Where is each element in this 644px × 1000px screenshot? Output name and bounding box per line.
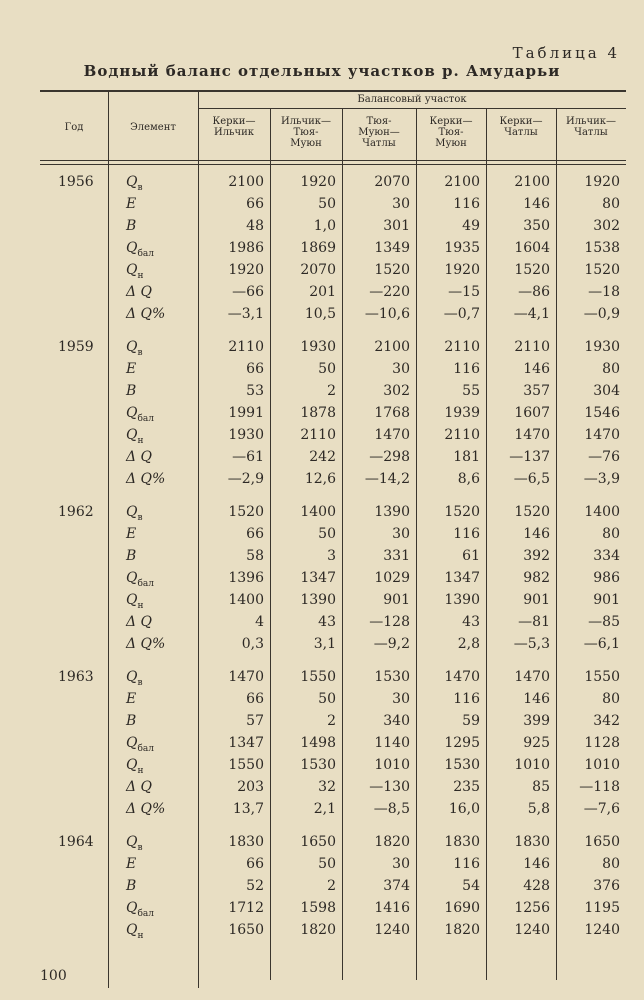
value-cell: 13,7	[232, 801, 264, 817]
value-cell: 1240	[374, 922, 410, 938]
value-cell: 58	[246, 548, 264, 564]
value-cell: 2110	[300, 427, 336, 443]
value-cell: —137	[509, 449, 550, 465]
value-cell: 1470	[444, 669, 480, 685]
value-cell: 1470	[584, 427, 620, 443]
value-cell: 1530	[444, 757, 480, 773]
value-cell: —5,3	[513, 636, 550, 652]
value-cell: 30	[392, 361, 410, 377]
element-cell: $Q_н$	[126, 757, 144, 776]
value-cell: —86	[518, 284, 550, 300]
table-row	[40, 689, 626, 711]
value-cell: 242	[309, 449, 336, 465]
value-cell: 392	[523, 548, 550, 564]
header-double-rule	[40, 160, 626, 165]
value-cell: —8,5	[373, 801, 410, 817]
value-cell: 43	[462, 614, 480, 630]
value-cell: 2,8	[457, 636, 480, 652]
value-cell: 80	[602, 526, 620, 542]
value-cell: 1010	[374, 757, 410, 773]
element-cell: $Q_{бал}$	[126, 570, 154, 589]
element-cell: $Q_в$	[126, 174, 143, 193]
value-cell: 30	[392, 691, 410, 707]
value-cell: 80	[602, 196, 620, 212]
table-body	[40, 172, 626, 953]
value-cell: 12,6	[304, 471, 336, 487]
value-cell: 8,6	[457, 471, 480, 487]
element-cell: $Q_в$	[126, 834, 143, 853]
header-balance-section: Балансовый участок	[357, 94, 467, 105]
value-cell: 1470	[228, 669, 264, 685]
value-cell: 30	[392, 856, 410, 872]
header-section-5: Ильчик— Чатлы	[565, 116, 617, 138]
element-cell: Δ Q%	[126, 801, 166, 817]
element-cell: Δ Q%	[126, 471, 166, 487]
value-cell: 2	[327, 383, 336, 399]
value-cell: 1400	[584, 504, 620, 520]
value-cell: 80	[602, 691, 620, 707]
value-cell: 1256	[514, 900, 550, 916]
value-cell: 302	[383, 383, 410, 399]
value-cell: 1530	[374, 669, 410, 685]
table-row	[40, 447, 626, 469]
value-cell: 116	[453, 856, 480, 872]
value-cell: 146	[523, 526, 550, 542]
value-cell: 1650	[300, 834, 336, 850]
table-row	[40, 194, 626, 216]
year-cell: 1964	[58, 834, 94, 850]
value-cell: 1530	[300, 757, 336, 773]
value-cell: 1820	[300, 922, 336, 938]
value-cell: 1830	[514, 834, 550, 850]
value-cell: 2100	[374, 339, 410, 355]
value-cell: 340	[383, 713, 410, 729]
table-row	[40, 799, 626, 821]
value-cell: 2100	[444, 174, 480, 190]
table-row	[40, 755, 626, 777]
value-cell: 235	[453, 779, 480, 795]
value-cell: —9,2	[373, 636, 410, 652]
value-cell: 50	[318, 196, 336, 212]
value-cell: 116	[453, 196, 480, 212]
value-cell: 0,3	[241, 636, 264, 652]
value-cell: 1400	[228, 592, 264, 608]
value-cell: 66	[246, 691, 264, 707]
value-cell: 61	[462, 548, 480, 564]
table-row	[40, 260, 626, 282]
table-row	[40, 546, 626, 568]
value-cell: 1416	[374, 900, 410, 916]
header-section-3: Керки— Тюя- Муюн	[429, 116, 473, 149]
element-cell: Δ Q	[126, 449, 153, 465]
year-block-1964	[40, 832, 626, 942]
table-row	[40, 832, 626, 854]
value-cell: 1470	[514, 669, 550, 685]
value-cell: 32	[318, 779, 336, 795]
value-cell: 57	[246, 713, 264, 729]
element-cell: $Q_в$	[126, 504, 143, 523]
value-cell: 146	[523, 361, 550, 377]
element-cell: $Q_н$	[126, 262, 144, 281]
value-cell: 54	[462, 878, 480, 894]
value-cell: 1550	[228, 757, 264, 773]
header-element: Элемент	[130, 122, 176, 133]
value-cell: 2	[327, 713, 336, 729]
table-row	[40, 876, 626, 898]
value-cell: 1470	[514, 427, 550, 443]
value-cell: 1869	[300, 240, 336, 256]
value-cell: 1520	[444, 504, 480, 520]
element-cell: Δ Q%	[126, 306, 166, 322]
table-row	[40, 403, 626, 425]
value-cell: —18	[588, 284, 620, 300]
table-row	[40, 502, 626, 524]
table-row	[40, 711, 626, 733]
value-cell: 1920	[444, 262, 480, 278]
value-cell: 1930	[228, 427, 264, 443]
element-cell: $Q_н$	[126, 427, 144, 446]
year-cell: 1962	[58, 504, 94, 520]
value-cell: 1607	[514, 405, 550, 421]
value-cell: —0,7	[443, 306, 480, 322]
element-cell: $Q_н$	[126, 592, 144, 611]
table-number: Таблица 4	[512, 44, 620, 62]
value-cell: 50	[318, 361, 336, 377]
value-cell: 982	[523, 570, 550, 586]
table-row	[40, 920, 626, 942]
value-cell: 1498	[300, 735, 336, 751]
header-section-1: Ильчик— Тюя- Муюн	[280, 116, 332, 149]
value-cell: 146	[523, 691, 550, 707]
table-row	[40, 381, 626, 403]
value-cell: 1010	[584, 757, 620, 773]
value-cell: 50	[318, 526, 336, 542]
value-cell: —14,2	[364, 471, 410, 487]
year-block-1956	[40, 172, 626, 326]
header-year: Год	[64, 122, 84, 133]
element-cell: E	[126, 361, 137, 377]
element-cell: $Q_{бал}$	[126, 735, 154, 754]
value-cell: 1520	[374, 262, 410, 278]
value-cell: 331	[383, 548, 410, 564]
value-cell: 304	[593, 383, 620, 399]
value-cell: —220	[369, 284, 410, 300]
value-cell: 80	[602, 361, 620, 377]
element-cell: B	[126, 218, 137, 234]
value-cell: 1712	[228, 900, 264, 916]
value-cell: 1240	[514, 922, 550, 938]
value-cell: 1470	[374, 427, 410, 443]
value-cell: 1029	[374, 570, 410, 586]
value-cell: 1520	[514, 262, 550, 278]
element-cell: $Q_{бал}$	[126, 405, 154, 424]
value-cell: —3,9	[583, 471, 620, 487]
value-cell: 1,0	[313, 218, 336, 234]
element-cell: B	[126, 383, 137, 399]
value-cell: 85	[532, 779, 550, 795]
value-cell: 901	[383, 592, 410, 608]
value-cell: 1939	[444, 405, 480, 421]
element-cell: $Q_{бал}$	[126, 900, 154, 919]
value-cell: 2,1	[313, 801, 336, 817]
value-cell: —130	[369, 779, 410, 795]
value-cell: 1520	[228, 504, 264, 520]
value-cell: 1550	[584, 669, 620, 685]
element-cell: $Q_в$	[126, 669, 143, 688]
element-cell: $Q_{бал}$	[126, 240, 154, 259]
value-cell: 3,1	[313, 636, 336, 652]
element-cell: Δ Q	[126, 284, 153, 300]
value-cell: —6,1	[583, 636, 620, 652]
value-cell: 1349	[374, 240, 410, 256]
value-cell: 342	[593, 713, 620, 729]
value-cell: 1396	[228, 570, 264, 586]
value-cell: —6,5	[513, 471, 550, 487]
value-cell: 1598	[300, 900, 336, 916]
value-cell: —298	[369, 449, 410, 465]
value-cell: 1195	[584, 900, 620, 916]
year-cell: 1956	[58, 174, 94, 190]
element-cell: E	[126, 856, 137, 872]
value-cell: 1930	[584, 339, 620, 355]
value-cell: 2110	[444, 427, 480, 443]
table-row	[40, 216, 626, 238]
value-cell: 30	[392, 196, 410, 212]
value-cell: 1128	[584, 735, 620, 751]
value-cell: 301	[383, 218, 410, 234]
value-cell: 48	[246, 218, 264, 234]
element-cell: $Q_н$	[126, 922, 144, 941]
value-cell: 1935	[444, 240, 480, 256]
value-cell: 66	[246, 526, 264, 542]
value-cell: 1930	[300, 339, 336, 355]
value-cell: 52	[246, 878, 264, 894]
value-cell: 2110	[444, 339, 480, 355]
year-block-1963	[40, 667, 626, 821]
value-cell: —61	[232, 449, 264, 465]
value-cell: 4	[255, 614, 264, 630]
value-cell: 1390	[300, 592, 336, 608]
value-cell: 10,5	[304, 306, 336, 322]
table-row	[40, 304, 626, 326]
value-cell: 66	[246, 856, 264, 872]
table-row	[40, 469, 626, 491]
value-cell: 1920	[300, 174, 336, 190]
value-cell: 30	[392, 526, 410, 542]
element-cell: B	[126, 548, 137, 564]
table-row	[40, 898, 626, 920]
value-cell: 1820	[374, 834, 410, 850]
value-cell: 1650	[584, 834, 620, 850]
value-cell: 1390	[444, 592, 480, 608]
value-cell: 66	[246, 196, 264, 212]
value-cell: 16,0	[448, 801, 480, 817]
value-cell: 1240	[584, 922, 620, 938]
value-cell: 2110	[228, 339, 264, 355]
element-cell: B	[126, 713, 137, 729]
value-cell: 350	[523, 218, 550, 234]
table-row	[40, 634, 626, 656]
element-cell: Δ Q	[126, 614, 153, 630]
value-cell: 1690	[444, 900, 480, 916]
value-cell: 1347	[228, 735, 264, 751]
value-cell: 399	[523, 713, 550, 729]
value-cell: 1010	[514, 757, 550, 773]
table-row	[40, 612, 626, 634]
year-block-1962	[40, 502, 626, 656]
table-top-rule	[40, 90, 626, 92]
year-block-1959	[40, 337, 626, 491]
value-cell: 181	[453, 449, 480, 465]
value-cell: 66	[246, 361, 264, 377]
table-row	[40, 337, 626, 359]
table-row	[40, 854, 626, 876]
table-row	[40, 172, 626, 194]
value-cell: —128	[369, 614, 410, 630]
value-cell: 925	[523, 735, 550, 751]
value-cell: 1991	[228, 405, 264, 421]
element-cell: E	[126, 196, 137, 212]
value-cell: —85	[588, 614, 620, 630]
value-cell: 334	[593, 548, 620, 564]
value-cell: 1920	[584, 174, 620, 190]
value-cell: 1830	[228, 834, 264, 850]
value-cell: 2100	[514, 174, 550, 190]
value-cell: 2	[327, 878, 336, 894]
header-section-4: Керки— Чатлы	[499, 116, 543, 138]
value-cell: 203	[237, 779, 264, 795]
value-cell: 302	[593, 218, 620, 234]
value-cell: 116	[453, 361, 480, 377]
value-cell: —76	[588, 449, 620, 465]
value-cell: 50	[318, 691, 336, 707]
value-cell: 1550	[300, 669, 336, 685]
value-cell: 201	[309, 284, 336, 300]
value-cell: 53	[246, 383, 264, 399]
value-cell: 2070	[374, 174, 410, 190]
value-cell: 3	[327, 548, 336, 564]
value-cell: —10,6	[364, 306, 410, 322]
value-cell: 1347	[300, 570, 336, 586]
value-cell: 1400	[300, 504, 336, 520]
value-cell: 59	[462, 713, 480, 729]
table-row	[40, 590, 626, 612]
value-cell: 901	[593, 592, 620, 608]
value-cell: 1347	[444, 570, 480, 586]
value-cell: 2110	[514, 339, 550, 355]
table-row	[40, 733, 626, 755]
value-cell: 1520	[584, 262, 620, 278]
value-cell: 146	[523, 856, 550, 872]
value-cell: 1538	[584, 240, 620, 256]
value-cell: 5,8	[527, 801, 550, 817]
value-cell: 374	[383, 878, 410, 894]
table-row	[40, 359, 626, 381]
value-cell: 80	[602, 856, 620, 872]
table-row	[40, 282, 626, 304]
element-cell: Δ Q	[126, 779, 153, 795]
page-number: 100	[40, 968, 67, 984]
value-cell: 116	[453, 691, 480, 707]
table-row	[40, 777, 626, 799]
value-cell: —15	[448, 284, 480, 300]
table-row	[40, 667, 626, 689]
table-row	[40, 425, 626, 447]
table-title: Водный баланс отдельных участков р. Амударьи	[83, 62, 561, 80]
value-cell: —4,1	[513, 306, 550, 322]
element-cell: Δ Q%	[126, 636, 166, 652]
header-section-0: Керки— Ильчик	[212, 116, 256, 138]
value-cell: —66	[232, 284, 264, 300]
value-cell: 55	[462, 383, 480, 399]
value-cell: 1650	[228, 922, 264, 938]
value-cell: 1986	[228, 240, 264, 256]
value-cell: 2070	[300, 262, 336, 278]
value-cell: 1920	[228, 262, 264, 278]
value-cell: 1390	[374, 504, 410, 520]
value-cell: 1768	[374, 405, 410, 421]
value-cell: 986	[593, 570, 620, 586]
value-cell: 1820	[444, 922, 480, 938]
value-cell: 1546	[584, 405, 620, 421]
value-cell: 146	[523, 196, 550, 212]
value-cell: 901	[523, 592, 550, 608]
value-cell: 1830	[444, 834, 480, 850]
element-cell: B	[126, 878, 137, 894]
year-cell: 1963	[58, 669, 94, 685]
table-row	[40, 568, 626, 590]
value-cell: 1520	[514, 504, 550, 520]
value-cell: 1295	[444, 735, 480, 751]
value-cell: —81	[518, 614, 550, 630]
value-cell: —0,9	[583, 306, 620, 322]
year-cell: 1959	[58, 339, 94, 355]
group-header-rule	[198, 108, 626, 109]
value-cell: 1878	[300, 405, 336, 421]
value-cell: —2,9	[227, 471, 264, 487]
value-cell: 376	[593, 878, 620, 894]
value-cell: 2100	[228, 174, 264, 190]
value-cell: 357	[523, 383, 550, 399]
value-cell: —118	[579, 779, 620, 795]
element-cell: E	[126, 691, 137, 707]
table-row	[40, 238, 626, 260]
value-cell: 428	[523, 878, 550, 894]
header-section-2: Тюя- Муюн— Чатлы	[358, 116, 400, 149]
value-cell: 43	[318, 614, 336, 630]
value-cell: 49	[462, 218, 480, 234]
value-cell: —7,6	[583, 801, 620, 817]
value-cell: 50	[318, 856, 336, 872]
table-row	[40, 524, 626, 546]
value-cell: 1140	[374, 735, 410, 751]
element-cell: $Q_в$	[126, 339, 143, 358]
element-cell: E	[126, 526, 137, 542]
value-cell: —3,1	[227, 306, 264, 322]
value-cell: 116	[453, 526, 480, 542]
value-cell: 1604	[514, 240, 550, 256]
